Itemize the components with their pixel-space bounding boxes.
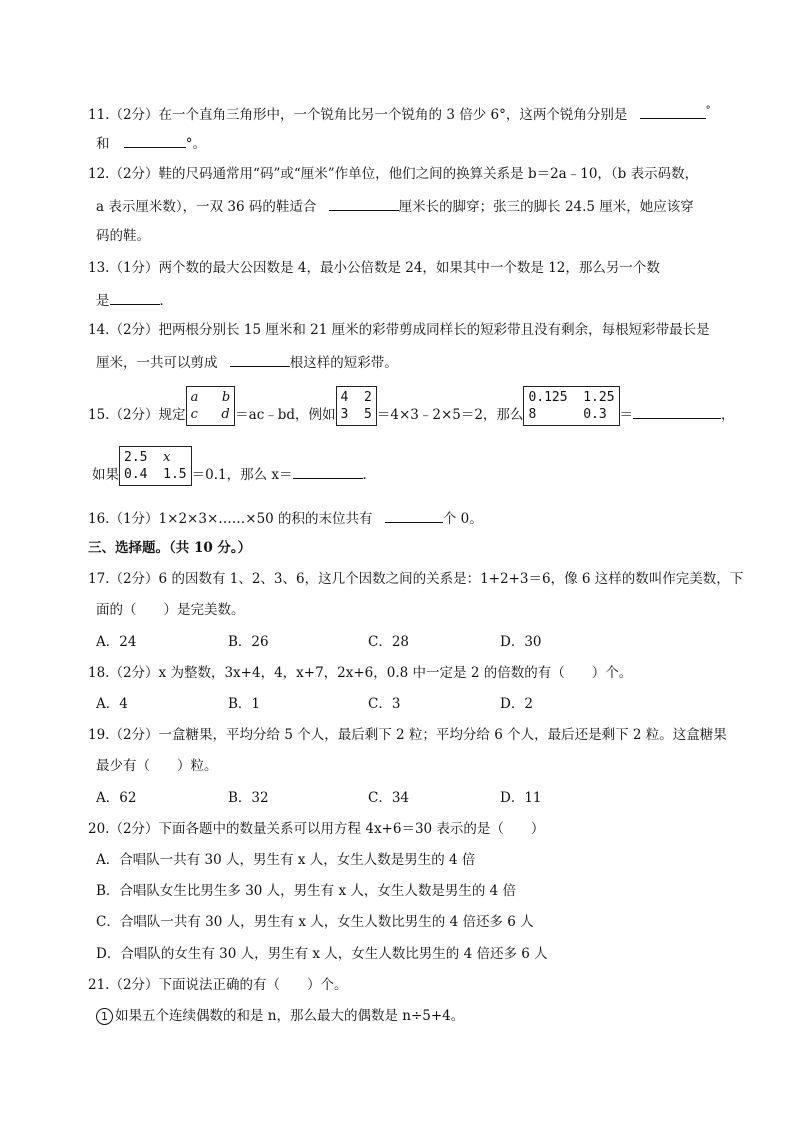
q19-option-b[interactable]: B．32 (228, 790, 269, 806)
q20-option-d[interactable]: D．合唱队的女生有 30 人，男生有 x 人，女生人数比男生的 4 倍还多 6 人 (96, 946, 548, 962)
q11-text: 11.（2分）在一个直角三角形中，一个锐角比另一个锐角的 3 倍少 6°，这两个锐角分别是 (88, 107, 628, 123)
q18-option-c[interactable]: C．3 (368, 696, 401, 712)
q15-equals: ＝ (619, 407, 634, 423)
q17-option-a[interactable]: A．24 (96, 634, 137, 650)
q21-line-1: 21.（2分）下面说法正确的有（ ）个。 (88, 977, 348, 993)
q14-line-2 (96, 352, 398, 372)
q20-option-a[interactable]: A．合唱队一共有 30 人，男生有 x 人，女生人数是男生的 4 倍 (96, 852, 476, 868)
q15-if: 如果 (92, 467, 119, 483)
q14-text-2b: 根这样的短彩带。 (289, 355, 398, 371)
q13-is: 是 (96, 293, 110, 309)
q21-statement-1 (96, 1007, 464, 1025)
q15-matrix-x: 2.5 x 0.4 1.5 (119, 446, 192, 486)
q12-text-2b: 厘米长的脚穿；张三的脚长 24.5 厘米，她应该穿 (398, 199, 694, 215)
q13-period: ． (159, 293, 173, 309)
q13-line-1 (88, 259, 660, 277)
q19-option-d[interactable]: D．11 (500, 790, 542, 806)
q12-text-3: 码的鞋。 (96, 228, 150, 244)
q15-line-2 (92, 444, 376, 496)
q20-line-1: 20.（2分）下面各题中的数量关系可以用方程 4x+6＝30 表示的是（ ） (88, 821, 545, 837)
q12-line-2 (96, 196, 694, 216)
q11-suffix: °。 (185, 136, 207, 152)
q14-text-2a: 厘米，一共可以剪成 (96, 355, 218, 371)
q12-blank[interactable] (329, 196, 399, 211)
q16-suffix: 个 0。 (442, 511, 483, 527)
q11-blank-1[interactable] (640, 104, 706, 119)
q17-option-d[interactable]: D．30 (500, 634, 542, 650)
q14-text: 14.（2分）把两根分别长 15 厘米和 21 厘米的彩带剪成同样长的短彩带且没有剩余，每根短彩带最长是 (88, 322, 710, 338)
q11-line-2 (96, 133, 206, 153)
q18-option-b[interactable]: B．1 (228, 696, 261, 712)
q12-line-1 (88, 165, 698, 183)
q14-line-1 (88, 321, 710, 339)
q20-option-c[interactable]: C．合唱队一共有 30 人，男生有 x 人，女生人数比男生的 4 倍还多 6 人 (96, 914, 534, 930)
q16-blank[interactable] (385, 508, 443, 523)
q15-x-equals: ＝0.1，那么 x＝ (191, 467, 293, 483)
section-3-heading: 三、选择题。（共 10 分。） (88, 540, 252, 556)
q19-option-c[interactable]: C．34 (368, 790, 410, 806)
q18-line-1: 18.（2分）x 为整数，3x+4，4，x+7，2x+6，0.8 中一定是 2 的倍数的有（ ）个。 (88, 665, 633, 681)
q14-blank[interactable] (230, 352, 290, 367)
q15-definition: ＝ac﹣bd，例如 (235, 407, 336, 423)
q12-line-3 (96, 227, 150, 245)
q16-line (88, 508, 483, 528)
q13-line-2 (96, 290, 173, 310)
q11-blank-2[interactable] (124, 133, 186, 148)
q13-blank[interactable] (110, 290, 160, 305)
q11-line-1 (88, 102, 711, 124)
q15-blank-1[interactable] (633, 404, 721, 419)
q17-option-b[interactable]: B．26 (228, 634, 269, 650)
q15-matrix-example: 4 2 3 5 (336, 386, 377, 426)
q16-text: 16.（1分）1×2×3×……×50 的积的末位共有 (88, 511, 373, 527)
q15-line-1 (88, 384, 735, 436)
circled-number-1: 1 (96, 1008, 113, 1025)
q18-option-d[interactable]: D．2 (500, 696, 533, 712)
q15-example-result: ＝4×3﹣2×5＝2，那么 (376, 407, 524, 423)
q12-text-2a: a 表示厘米数），一双 36 码的鞋适合 (96, 199, 317, 215)
q17-option-c[interactable]: C．28 (368, 634, 410, 650)
q15-period: ． (362, 467, 376, 483)
q13-text: 13.（1分）两个数的最大公因数是 4，最小公倍数是 24，如果其中一个数是 12，那么另一个数 (88, 260, 660, 276)
q15-matrix-abcd: a b c d (186, 386, 236, 426)
q15-blank-2[interactable] (293, 464, 363, 479)
q19-line-2: 最少有（ ）粒。 (96, 758, 218, 774)
q15-prefix: 15.（2分）规定 (88, 407, 186, 423)
q11-and: 和 (96, 136, 110, 152)
q11-degree: ° (705, 105, 711, 116)
q20-option-b[interactable]: B．合唱队女生比男生多 30 人，男生有 x 人，女生人数是男生的 4 倍 (96, 883, 517, 899)
q12-text-1: 12.（2分）鞋的尺码通常用“码”或“厘米”作单位，他们之间的换算关系是 b＝2a﹣10，（b 表示码数， (88, 166, 699, 182)
q19-option-a[interactable]: A．62 (96, 790, 137, 806)
q17-line-2: 面的（ ）是完美数。 (96, 602, 245, 618)
q18-option-a[interactable]: A．4 (96, 696, 128, 712)
q21-statement-text: 如果五个连续偶数的和是 n，那么最大的偶数是 n÷5+4。 (115, 1008, 465, 1024)
q17-line-1: 17.（2分）6 的因数有 1、2、3、6，这几个因数之间的关系是：1+2+3＝6，像 6 这样的数叫作完美数，下 (88, 571, 744, 587)
q15-comma: ， (721, 407, 735, 423)
q19-line-1: 19.（2分）一盒糖果，平均分给 5 个人，最后剩下 2 粒；平均分给 6 个人，最后还是剩下 2 粒。这盒糖果 (88, 727, 727, 743)
q15-matrix-question: 0.125 1.25 8 0.3 (523, 386, 619, 426)
